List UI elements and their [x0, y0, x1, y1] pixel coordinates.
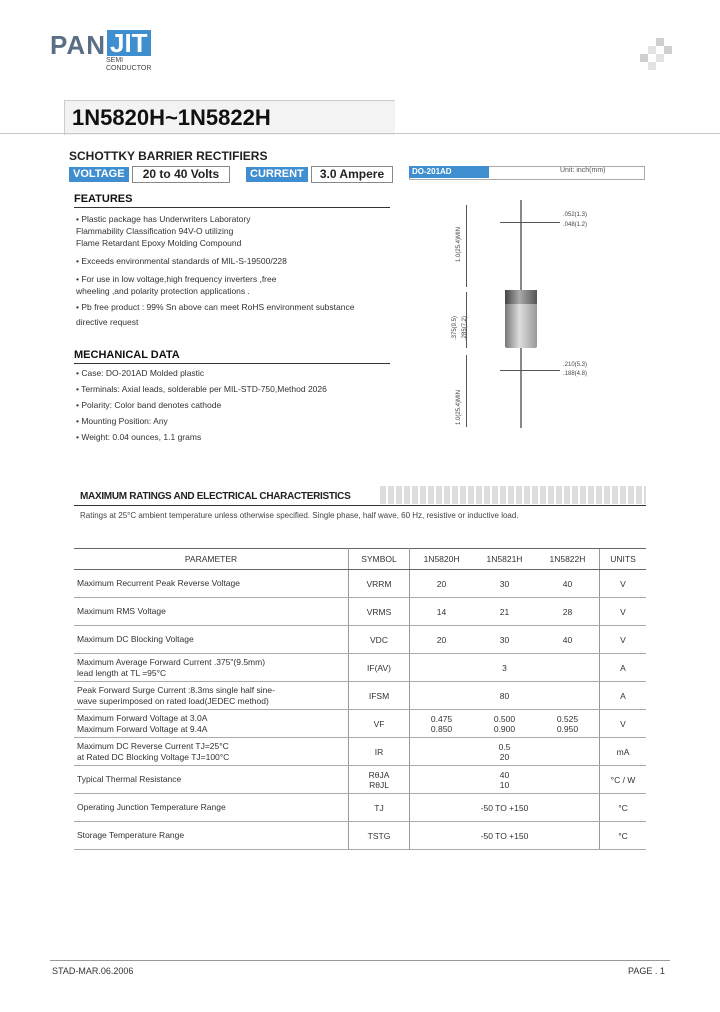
unit-cell: °C: [600, 822, 647, 850]
ratings-heading: MAXIMUM RATINGS AND ELECTRICAL CHARACTERISTICS: [80, 491, 351, 502]
symbol-cell: VRMS: [349, 598, 410, 626]
dim-vline: [466, 205, 467, 287]
value-cell: 30: [473, 626, 536, 654]
unit-cell: A: [600, 682, 647, 710]
param-line: Maximum Forward Voltage at 3.0A: [77, 712, 208, 723]
dim-line: [500, 222, 560, 223]
table-header-row: [74, 549, 646, 570]
param-line: Storage Temperature Range: [77, 830, 185, 840]
footer-date: STAD-MAR.06.2006: [52, 966, 134, 976]
col-header: SYMBOL: [349, 549, 410, 570]
symbol-cell: IFSM: [349, 682, 410, 710]
unit-cell: V: [600, 570, 647, 598]
symbol-cell: VRRM: [349, 570, 410, 598]
mechanical-line: • Terminals: Axial leads, solderable per MIL-STD-750,Method 2026: [76, 384, 327, 394]
param-cell: [74, 738, 349, 766]
voltage-label: VOLTAGE: [69, 167, 129, 182]
unit-cell: V: [600, 598, 647, 626]
param-line: Maximum Recurrent Peak Reverse Voltage: [77, 578, 240, 588]
mechanical-heading: MECHANICAL DATA: [74, 349, 180, 361]
param-cell: [74, 766, 349, 794]
mechanical-rule: [74, 363, 390, 364]
diode-lead-bottom: [520, 348, 522, 428]
value-cell: 80: [410, 682, 600, 710]
dim-lead-dia-top: .052(1.3): [563, 212, 588, 218]
param-line: Typical Thermal Resistance: [77, 774, 182, 784]
col-header: PARAMETER: [74, 549, 349, 570]
ratings-note: Ratings at 25°C ambient temperature unless otherwise specified. Single phase, half wave, 60 Hz, resistive or inductive load.: [80, 511, 519, 520]
footer-rule: [50, 960, 670, 961]
table-row: [74, 738, 646, 766]
footer-page: PAGE . 1: [628, 966, 665, 976]
diode-lead-top: [520, 200, 522, 290]
dim-body-dia-top: .210(5.3): [563, 362, 588, 368]
table-row: [74, 710, 646, 738]
dim-lead-length: 1.0(25.4)MIN: [456, 226, 462, 262]
param-cell: [74, 598, 349, 626]
dim-body-len-bot: .285(7.2): [462, 315, 468, 340]
logo-pan: PAN: [50, 30, 106, 60]
logo-sub1: SEMI: [106, 57, 124, 64]
voltage-value: 20 to 40 Volts: [132, 166, 230, 183]
symbol-cell: RθJA RθJL: [349, 766, 410, 794]
feature-line: • Pb free product : 99% Sn above can meet RoHS environment substance: [76, 302, 355, 312]
current-value: 3.0 Ampere: [311, 166, 393, 183]
feature-line: • Exceeds environmental standards of MIL-S-19500/228: [76, 256, 287, 266]
title-divider: [0, 133, 720, 134]
value-cell: 14: [410, 598, 474, 626]
param-line: at Rated DC Blocking Voltage TJ=100°C: [77, 751, 230, 762]
param-line: wave superimposed on rated load(JEDEC method): [77, 695, 269, 706]
dim-line: [500, 370, 560, 371]
value-cell: 30: [473, 570, 536, 598]
value-cell: 40 10: [410, 766, 600, 794]
value-cell: 20: [410, 570, 474, 598]
col-header: 1N5822H: [536, 549, 600, 570]
param-cell: [74, 710, 349, 738]
param-cell: [74, 626, 349, 654]
unit-cell: °C / W: [600, 766, 647, 794]
table-row: [74, 822, 646, 850]
ratings-table: [74, 548, 646, 850]
param-cell: [74, 682, 349, 710]
symbol-cell: IR: [349, 738, 410, 766]
param-line: Maximum RMS Voltage: [77, 606, 166, 616]
mechanical-line: • Polarity: Color band denotes cathode: [76, 400, 222, 410]
ratings-dot-pattern: [380, 486, 646, 504]
page-title: 1N5820H~1N5822H: [72, 105, 271, 130]
symbol-cell: TJ: [349, 794, 410, 822]
param-cell: [74, 570, 349, 598]
unit-cell: mA: [600, 738, 647, 766]
param-line: Maximum Forward Voltage at 9.4A: [77, 723, 208, 734]
package-unit: Unit: inch(mm): [560, 167, 606, 174]
col-header: 1N5820H: [410, 549, 474, 570]
dim-body-dia-bot: .188(4.8): [563, 371, 588, 377]
feature-line: Flame Retardant Epoxy Molding Compound: [76, 238, 242, 248]
unit-cell: A: [600, 654, 647, 682]
features-rule: [74, 207, 390, 208]
col-header: UNITS: [600, 549, 647, 570]
symbol-cell: TSTG: [349, 822, 410, 850]
value-cell: 20: [410, 626, 474, 654]
symbol-cell: IF(AV): [349, 654, 410, 682]
value-cell: 28: [536, 598, 600, 626]
col-header: 1N5821H: [473, 549, 536, 570]
table-row: [74, 682, 646, 710]
logo-subtitle: [106, 57, 151, 73]
unit-cell: V: [600, 626, 647, 654]
feature-line: Flammability Classification 94V-O utilizing: [76, 226, 234, 236]
value-cell: 40: [536, 626, 600, 654]
dim-lead-length-2: 1.0(25.4)MIN: [456, 389, 462, 425]
table-row: [74, 766, 646, 794]
current-label: CURRENT: [246, 167, 308, 182]
value-cell: -50 TO +150: [410, 822, 600, 850]
value-cell: 0.5 20: [410, 738, 600, 766]
features-heading: FEATURES: [74, 193, 133, 205]
param-cell: [74, 794, 349, 822]
value-cell: 3: [410, 654, 600, 682]
symbol-cell: VF: [349, 710, 410, 738]
dim-lead-dia-bot: .048(1.2): [563, 222, 588, 228]
feature-line: directive request: [76, 317, 139, 327]
logo-sub2: CONDUCTOR: [106, 65, 152, 72]
param-cell: [74, 822, 349, 850]
subtitle: SCHOTTKY BARRIER RECTIFIERS: [69, 149, 268, 163]
value-cell: -50 TO +150: [410, 794, 600, 822]
table-row: [74, 654, 646, 682]
dim-body-len-top: .375(9.5): [452, 315, 458, 340]
logo-jit: JIT: [107, 30, 151, 56]
feature-line: • Plastic package has Underwriters Laboratory: [76, 214, 251, 224]
value-cell: 40: [536, 570, 600, 598]
features-list: [76, 213, 396, 328]
param-line: Maximum DC Blocking Voltage: [77, 634, 194, 644]
mechanical-line: • Weight: 0.04 ounces, 1.1 grams: [76, 432, 202, 442]
mechanical-line: • Case: DO-201AD Molded plastic: [76, 368, 205, 378]
ratings-rule: [74, 505, 646, 506]
mechanical-list: [76, 367, 396, 443]
diode-cathode-band: [505, 290, 537, 304]
param-cell: [74, 654, 349, 682]
value-cell: 21: [473, 598, 536, 626]
table-row: [74, 626, 646, 654]
value-cell: 0.525 0.950: [536, 710, 600, 738]
table-row: [74, 598, 646, 626]
param-line: Maximum Average Forward Current .375"(9.5mm): [77, 656, 266, 667]
table-row: [74, 794, 646, 822]
param-line: Operating Junction Temperature Range: [77, 802, 226, 812]
feature-line: wheeling ,and polarity protection applications .: [76, 286, 250, 296]
package-label: DO-201AD: [409, 166, 489, 178]
table-row: [74, 570, 646, 598]
param-line: lead length at TL =95°C: [77, 667, 167, 678]
dim-vline: [466, 355, 467, 427]
unit-cell: V: [600, 710, 647, 738]
symbol-cell: VDC: [349, 626, 410, 654]
feature-line: • For use in low voltage,high frequency inverters ,free: [76, 274, 277, 284]
mechanical-line: • Mounting Position: Any: [76, 416, 168, 426]
param-line: Peak Forward Surge Current :8.3ms single half sine-: [77, 684, 275, 695]
param-line: Maximum DC Reverse Current TJ=25°C: [77, 740, 229, 751]
value-cell: 0.475 0.850: [410, 710, 474, 738]
value-cell: 0.500 0.900: [473, 710, 536, 738]
unit-cell: °C: [600, 794, 647, 822]
